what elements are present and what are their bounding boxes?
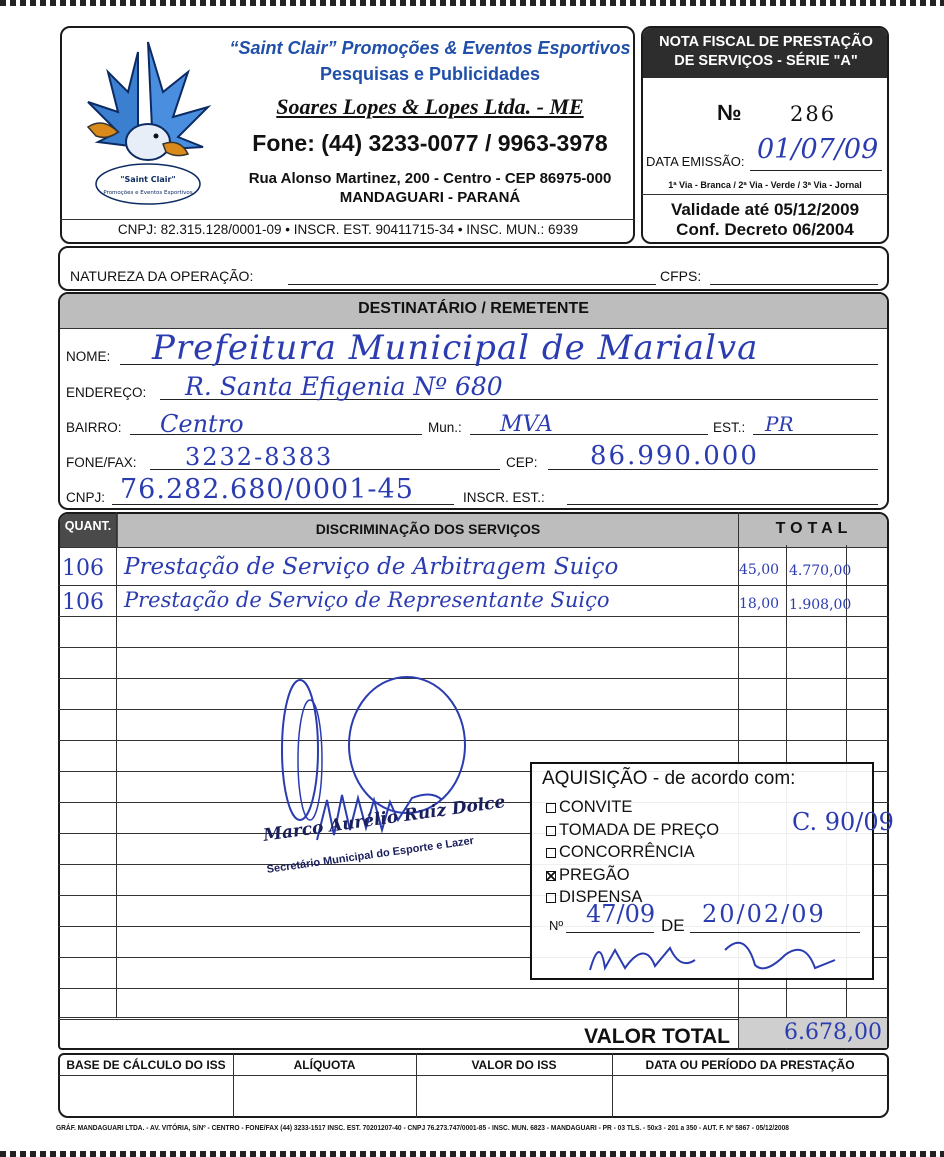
checkbox-icon bbox=[546, 848, 556, 858]
stamp-option-label: CONVITE bbox=[559, 798, 633, 816]
operation-nature-line bbox=[288, 284, 656, 285]
row2-qty: 106 bbox=[62, 590, 104, 615]
row2-unit: 18,00 bbox=[739, 596, 780, 612]
invoice-divider bbox=[641, 194, 889, 195]
recipient-phone-label: FONE/FAX: bbox=[66, 455, 137, 470]
recipient-mun-label: Mun.: bbox=[428, 420, 462, 435]
invoice-number-label: № bbox=[717, 100, 742, 125]
checkbox-icon bbox=[546, 826, 556, 836]
stamp-number: 47/09 bbox=[586, 900, 656, 928]
invoice-validity: Validade até 05/12/2009 bbox=[670, 200, 860, 219]
row1-qty: 106 bbox=[62, 556, 104, 581]
recipient-phone: 3232-8383 bbox=[185, 443, 334, 471]
recipient-name-label: NOME: bbox=[66, 349, 111, 364]
company-city: MANDAGUARI - PARANÁ bbox=[339, 189, 521, 206]
recipient-insc-line bbox=[567, 504, 878, 505]
operation-cfps-label: CFPS: bbox=[660, 268, 702, 284]
svg-text:"Saint Clair": "Saint Clair" bbox=[120, 175, 176, 184]
qty-header: QUANT. bbox=[64, 519, 112, 533]
bottom-perforation bbox=[0, 1151, 944, 1157]
table-row-line bbox=[58, 616, 889, 617]
recipient-district: Centro bbox=[160, 410, 244, 438]
company-registrations: CNPJ: 82.315.128/0001-09 • INSCR. EST. 90411715-34 • INSC. MUN.: 6939 bbox=[117, 222, 579, 237]
company-address: Rua Alonso Martinez, 200 - Centro - CEP 86975-000 bbox=[248, 170, 612, 187]
company-line2: Pesquisas e Publicidades bbox=[319, 64, 541, 84]
row1-total: 4.770,00 bbox=[789, 563, 852, 579]
stamp-option bbox=[546, 841, 719, 864]
recipient-state: PR bbox=[765, 412, 794, 436]
row2-total: 1.908,00 bbox=[789, 597, 852, 613]
stamp-options bbox=[546, 796, 719, 909]
stamp-option-label: TOMADA DE PREÇO bbox=[559, 820, 720, 839]
recipient-mun: MVA bbox=[500, 412, 553, 437]
recipient-name: Prefeitura Municipal de Marialva bbox=[152, 328, 759, 368]
recipient-state-label: EST.: bbox=[713, 420, 746, 435]
stamp-option bbox=[546, 796, 719, 819]
invoice-date: 01/07/09 bbox=[757, 134, 879, 165]
signature-name: Marco Aurélio Ruiz Dolce bbox=[262, 792, 507, 846]
recipient-district-label: BAIRRO: bbox=[66, 420, 122, 435]
tax-divider bbox=[58, 1075, 889, 1076]
company-legal-name: Soares Lopes & Lopes Ltda. - ME bbox=[276, 94, 584, 119]
recipient-address: R. Santa Efigenia Nº 680 bbox=[185, 372, 503, 401]
checkbox-icon bbox=[546, 803, 556, 813]
stamp-option bbox=[546, 819, 719, 842]
row2-desc: Prestação de Serviço de Representante Suiço bbox=[124, 588, 610, 612]
recipient-cep: 86.990.000 bbox=[590, 441, 759, 471]
recipient-header: DESTINATÁRIO / REMETENTE bbox=[358, 300, 589, 317]
stamp-date-label: DE bbox=[661, 916, 685, 935]
operation-nature-label: NATUREZA DA OPERAÇÃO: bbox=[70, 268, 254, 284]
top-perforation bbox=[0, 0, 944, 6]
tax-base-label: BASE DE CÁLCULO DO ISS bbox=[66, 1058, 226, 1072]
operation-cfps-line bbox=[710, 284, 878, 285]
checkbox-icon bbox=[546, 893, 556, 903]
grid-v-qty bbox=[116, 512, 117, 1017]
table-row-line bbox=[58, 647, 889, 648]
grand-total-value: 6.678,00 bbox=[784, 1020, 882, 1045]
invoice-title: NOTA FISCAL DE PRESTAÇÃO DE SERVIÇOS - SÉRIE "A" bbox=[659, 34, 873, 69]
grand-total-label: VALOR TOTAL bbox=[584, 1025, 730, 1048]
tax-period-label: DATA OU PERÍODO DA PRESTAÇÃO bbox=[645, 1058, 855, 1072]
desc-header: DISCRIMINAÇÃO DOS SERVIÇOS bbox=[315, 521, 541, 537]
invoice-date-line bbox=[750, 170, 882, 171]
stamp-option-label: CONCORRÊNCIA bbox=[559, 843, 695, 861]
svg-text:Promoções e Eventos Esportivos: Promoções e Eventos Esportivos bbox=[103, 190, 193, 196]
stamp-number-label: Nº bbox=[549, 918, 564, 933]
tax-rate-label: ALÍQUOTA bbox=[293, 1058, 356, 1072]
company-line1: “Saint Clair” Promoções & Eventos Esportivos bbox=[229, 38, 631, 58]
invoice-decree: Conf. Decreto 06/2004 bbox=[676, 220, 854, 239]
recipient-cep-label: CEP: bbox=[506, 455, 538, 470]
tax-iss-label: VALOR DO ISS bbox=[471, 1058, 557, 1072]
company-divider bbox=[60, 219, 635, 220]
stamp-date: 20/02/09 bbox=[702, 900, 826, 928]
printer-line: GRÁF. MANDAGUARI LTDA. - AV. VITÓRIA, S/Nº - CENTRO - FONE/FAX (44) 3233-1517 INSC. EST. 70201207-40 - CNPJ 76.273.747/0001-85 - INSC. MUN. 6823 - MANDAGUARI - PR - 03 TLS. - 50x3 - 201 a 350 - AUT. F. Nº 5867 - 05/12/2008 bbox=[56, 1123, 789, 1132]
invoice-number: 286 bbox=[790, 102, 837, 126]
recipient-insc-label: INSCR. EST.: bbox=[463, 490, 545, 505]
recipient-address-label: ENDEREÇO: bbox=[66, 385, 147, 400]
stamp-option bbox=[546, 864, 719, 887]
table-row-line bbox=[58, 585, 889, 586]
stamp-option-label: PREGÃO bbox=[559, 865, 630, 884]
recipient-cnpj: 76.282.680/0001-45 bbox=[120, 474, 414, 505]
total-header: TOTAL bbox=[775, 520, 853, 537]
invoice-copies: 1ª Via - Branca / 2ª Via - Verde / 3ª Via - Jornal bbox=[668, 180, 862, 190]
checked-box-icon bbox=[546, 871, 556, 881]
row1-desc: Prestação de Serviço de Arbitragem Suiço bbox=[124, 554, 619, 580]
stamp-option-label: DISPENSA bbox=[559, 888, 643, 906]
eagle-logo bbox=[68, 32, 228, 212]
signature-role: Secretário Municipal do Esporte e Lazer bbox=[266, 834, 475, 876]
stamp-title: AQUISIÇÃO - de acordo com: bbox=[542, 768, 796, 789]
table-row-line bbox=[58, 988, 889, 989]
row1-unit: 45,00 bbox=[739, 562, 780, 578]
stamp-note: C. 90/09 bbox=[792, 808, 894, 836]
invoice-date-label: DATA EMISSÃO: bbox=[646, 154, 745, 169]
company-phone: Fone: (44) 3233-0077 / 9963-3978 bbox=[252, 130, 608, 156]
stamp-signature-scribble bbox=[585, 930, 845, 980]
recipient-cnpj-label: CNPJ: bbox=[66, 490, 106, 505]
